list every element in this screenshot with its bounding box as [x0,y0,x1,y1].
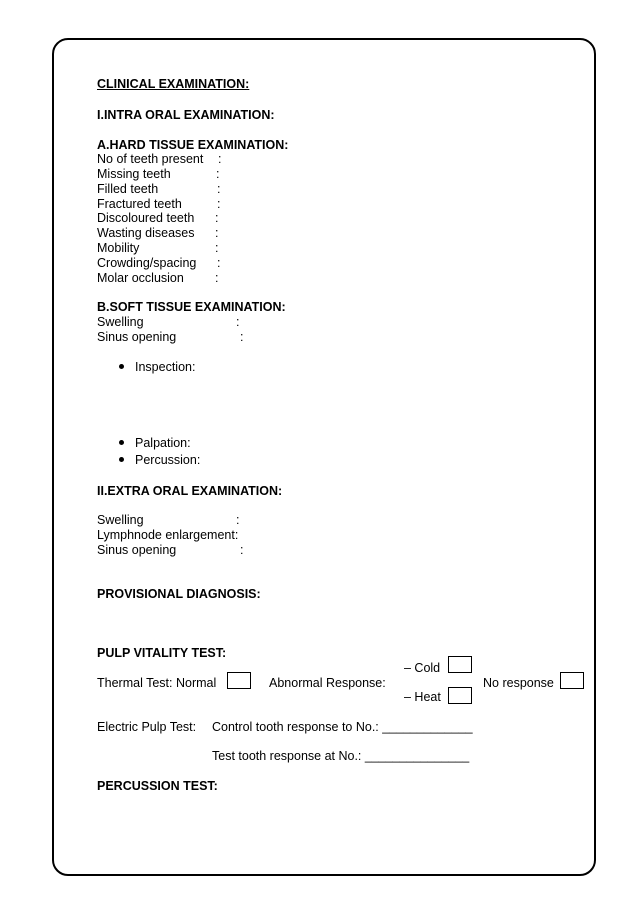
no-response-checkbox[interactable] [560,672,584,689]
colon: : [217,197,221,211]
field-label: Filled teeth [97,182,159,196]
field-label: Swelling [97,513,144,527]
bullet-icon [119,440,124,445]
field-label: Discoloured teeth [97,211,195,225]
field-label: Wasting diseases [97,226,195,240]
colon: : [218,152,222,166]
field-extra-sinus [97,543,244,558]
field-label: Sinus opening [97,330,177,344]
bullet-icon [119,457,124,462]
heat-checkbox[interactable] [448,687,472,704]
pulp-vitality-heading: PULP VITALITY TEST: [97,646,227,660]
colon: : [240,543,244,557]
percussion-test-heading: PERCUSSION TEST: [97,779,218,793]
thermal-test-label: Thermal Test: Normal [97,676,217,690]
field-mobility [97,241,219,256]
hard-tissue-heading: A.HARD TISSUE EXAMINATION: [97,138,289,152]
field-crowding-spacing [97,256,221,271]
field-soft-sinus [97,330,244,345]
electric-pulp-test-label: Electric Pulp Test: [97,720,197,734]
soft-tissue-heading: B.SOFT TISSUE EXAMINATION: [97,300,286,314]
intra-oral-heading: I.INTRA ORAL EXAMINATION: [97,108,275,122]
cold-label: – Cold [404,661,441,675]
no-response-label: No response [483,676,554,690]
control-tooth-field[interactable]: Control tooth response to No.: _____________ [212,720,473,734]
field-filled-teeth [97,182,221,197]
colon: : [217,182,221,196]
palpation-label: Palpation: [135,436,191,450]
colon: : [215,226,219,240]
field-label: Fractured teeth [97,197,182,211]
colon: : [216,167,220,181]
field-molar-occlusion [97,271,219,286]
field-label: No of teeth present [97,152,204,166]
field-wasting-diseases [97,226,219,241]
colon: : [236,513,240,527]
inspection-label: Inspection: [135,360,196,374]
percussion-label: Percussion: [135,453,201,467]
field-missing-teeth [97,167,220,182]
provisional-diagnosis-heading: PROVISIONAL DIAGNOSIS: [97,587,261,601]
colon: : [240,330,244,344]
abnormal-response-label: Abnormal Response: [269,676,386,690]
colon: : [215,271,219,285]
field-extra-swelling [97,513,240,528]
field-label: Swelling [97,315,144,329]
normal-checkbox[interactable] [227,672,251,689]
field-label: Lymphnode enlargement: [97,528,239,542]
field-label: Mobility [97,241,140,255]
section-title: CLINICAL EXAMINATION: [97,77,250,91]
field-label: Sinus opening [97,543,177,557]
field-soft-swelling [97,315,240,330]
colon: : [236,315,240,329]
cold-checkbox[interactable] [448,656,472,673]
field-fractured-teeth [97,197,221,212]
field-label: Missing teeth [97,167,171,181]
extra-oral-heading: II.EXTRA ORAL EXAMINATION: [97,484,283,498]
test-tooth-field[interactable]: Test tooth response at No.: _______________ [212,749,470,763]
colon: : [215,211,219,225]
heat-label: – Heat [404,690,441,704]
field-label: Crowding/spacing [97,256,197,270]
bullet-icon [119,364,124,369]
field-lymphnode [97,528,238,543]
field-teeth-present [97,152,222,167]
field-label: Molar occlusion [97,271,184,285]
colon: : [217,256,221,270]
colon: : [215,241,219,255]
field-discoloured-teeth [97,211,219,226]
